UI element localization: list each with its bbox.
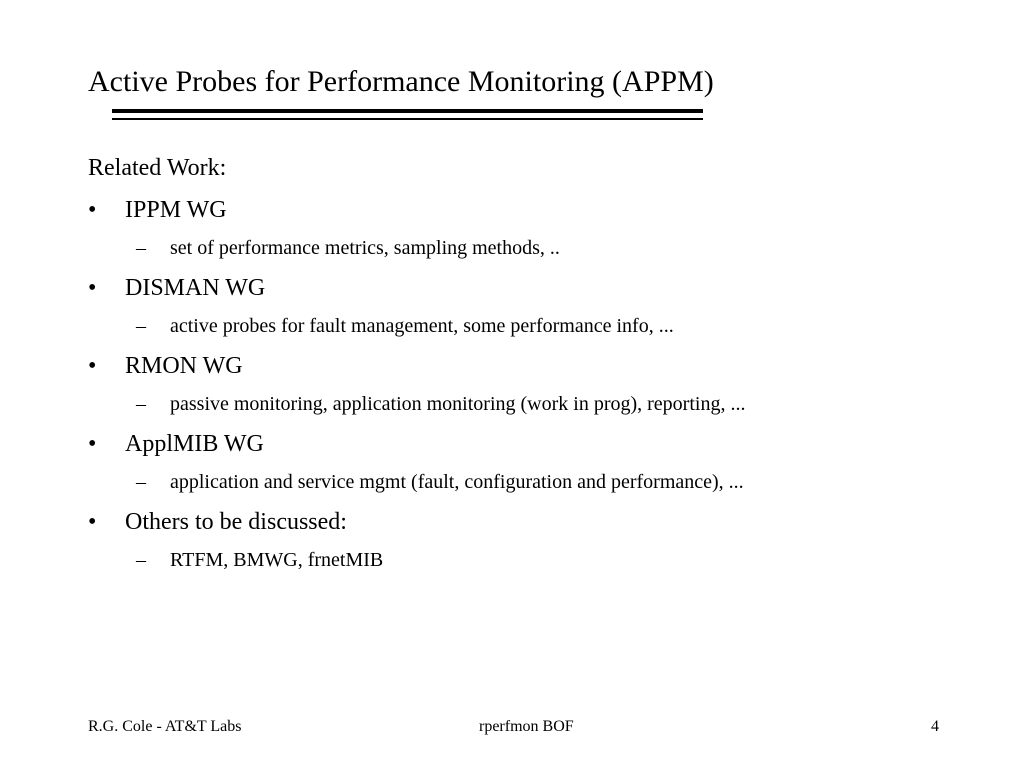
intro-text: Related Work: <box>88 155 227 181</box>
footer-event: rperfmon BOF <box>479 718 574 735</box>
dash-icon: – <box>136 549 146 571</box>
sub-bullet-text: application and service mgmt (fault, configuration and performance), ... <box>170 471 744 493</box>
dash-icon: – <box>136 315 146 337</box>
bullet-icon: • <box>88 509 97 535</box>
bullet-icon: • <box>88 431 97 457</box>
bullet-label: Others to be discussed: <box>125 509 347 535</box>
bullet-label: DISMAN WG <box>125 275 266 301</box>
bullet-label: RMON WG <box>125 353 243 379</box>
dash-icon: – <box>136 471 146 493</box>
sub-bullet-text: set of performance metrics, sampling methods, .. <box>170 237 560 259</box>
title-underline-thick <box>112 109 703 113</box>
bullet-icon: • <box>88 353 97 379</box>
dash-icon: – <box>136 237 146 259</box>
sub-bullet-text: active probes for fault management, some performance info, ... <box>170 315 674 337</box>
sub-bullet-text: RTFM, BMWG, frnetMIB <box>170 549 384 571</box>
bullet-label: ApplMIB WG <box>125 431 264 457</box>
bullet-icon: • <box>88 197 97 223</box>
dash-icon: – <box>136 393 146 415</box>
sub-bullet-text: passive monitoring, application monitoring (work in prog), reporting, ... <box>170 393 746 415</box>
page-number: 4 <box>931 718 939 735</box>
title-underline-thin <box>112 118 703 120</box>
bullet-label: IPPM WG <box>125 197 227 223</box>
slide-title: Active Probes for Performance Monitoring (APPM) <box>88 65 714 98</box>
footer-author: R.G. Cole - AT&T Labs <box>88 718 242 735</box>
bullet-icon: • <box>88 275 97 301</box>
